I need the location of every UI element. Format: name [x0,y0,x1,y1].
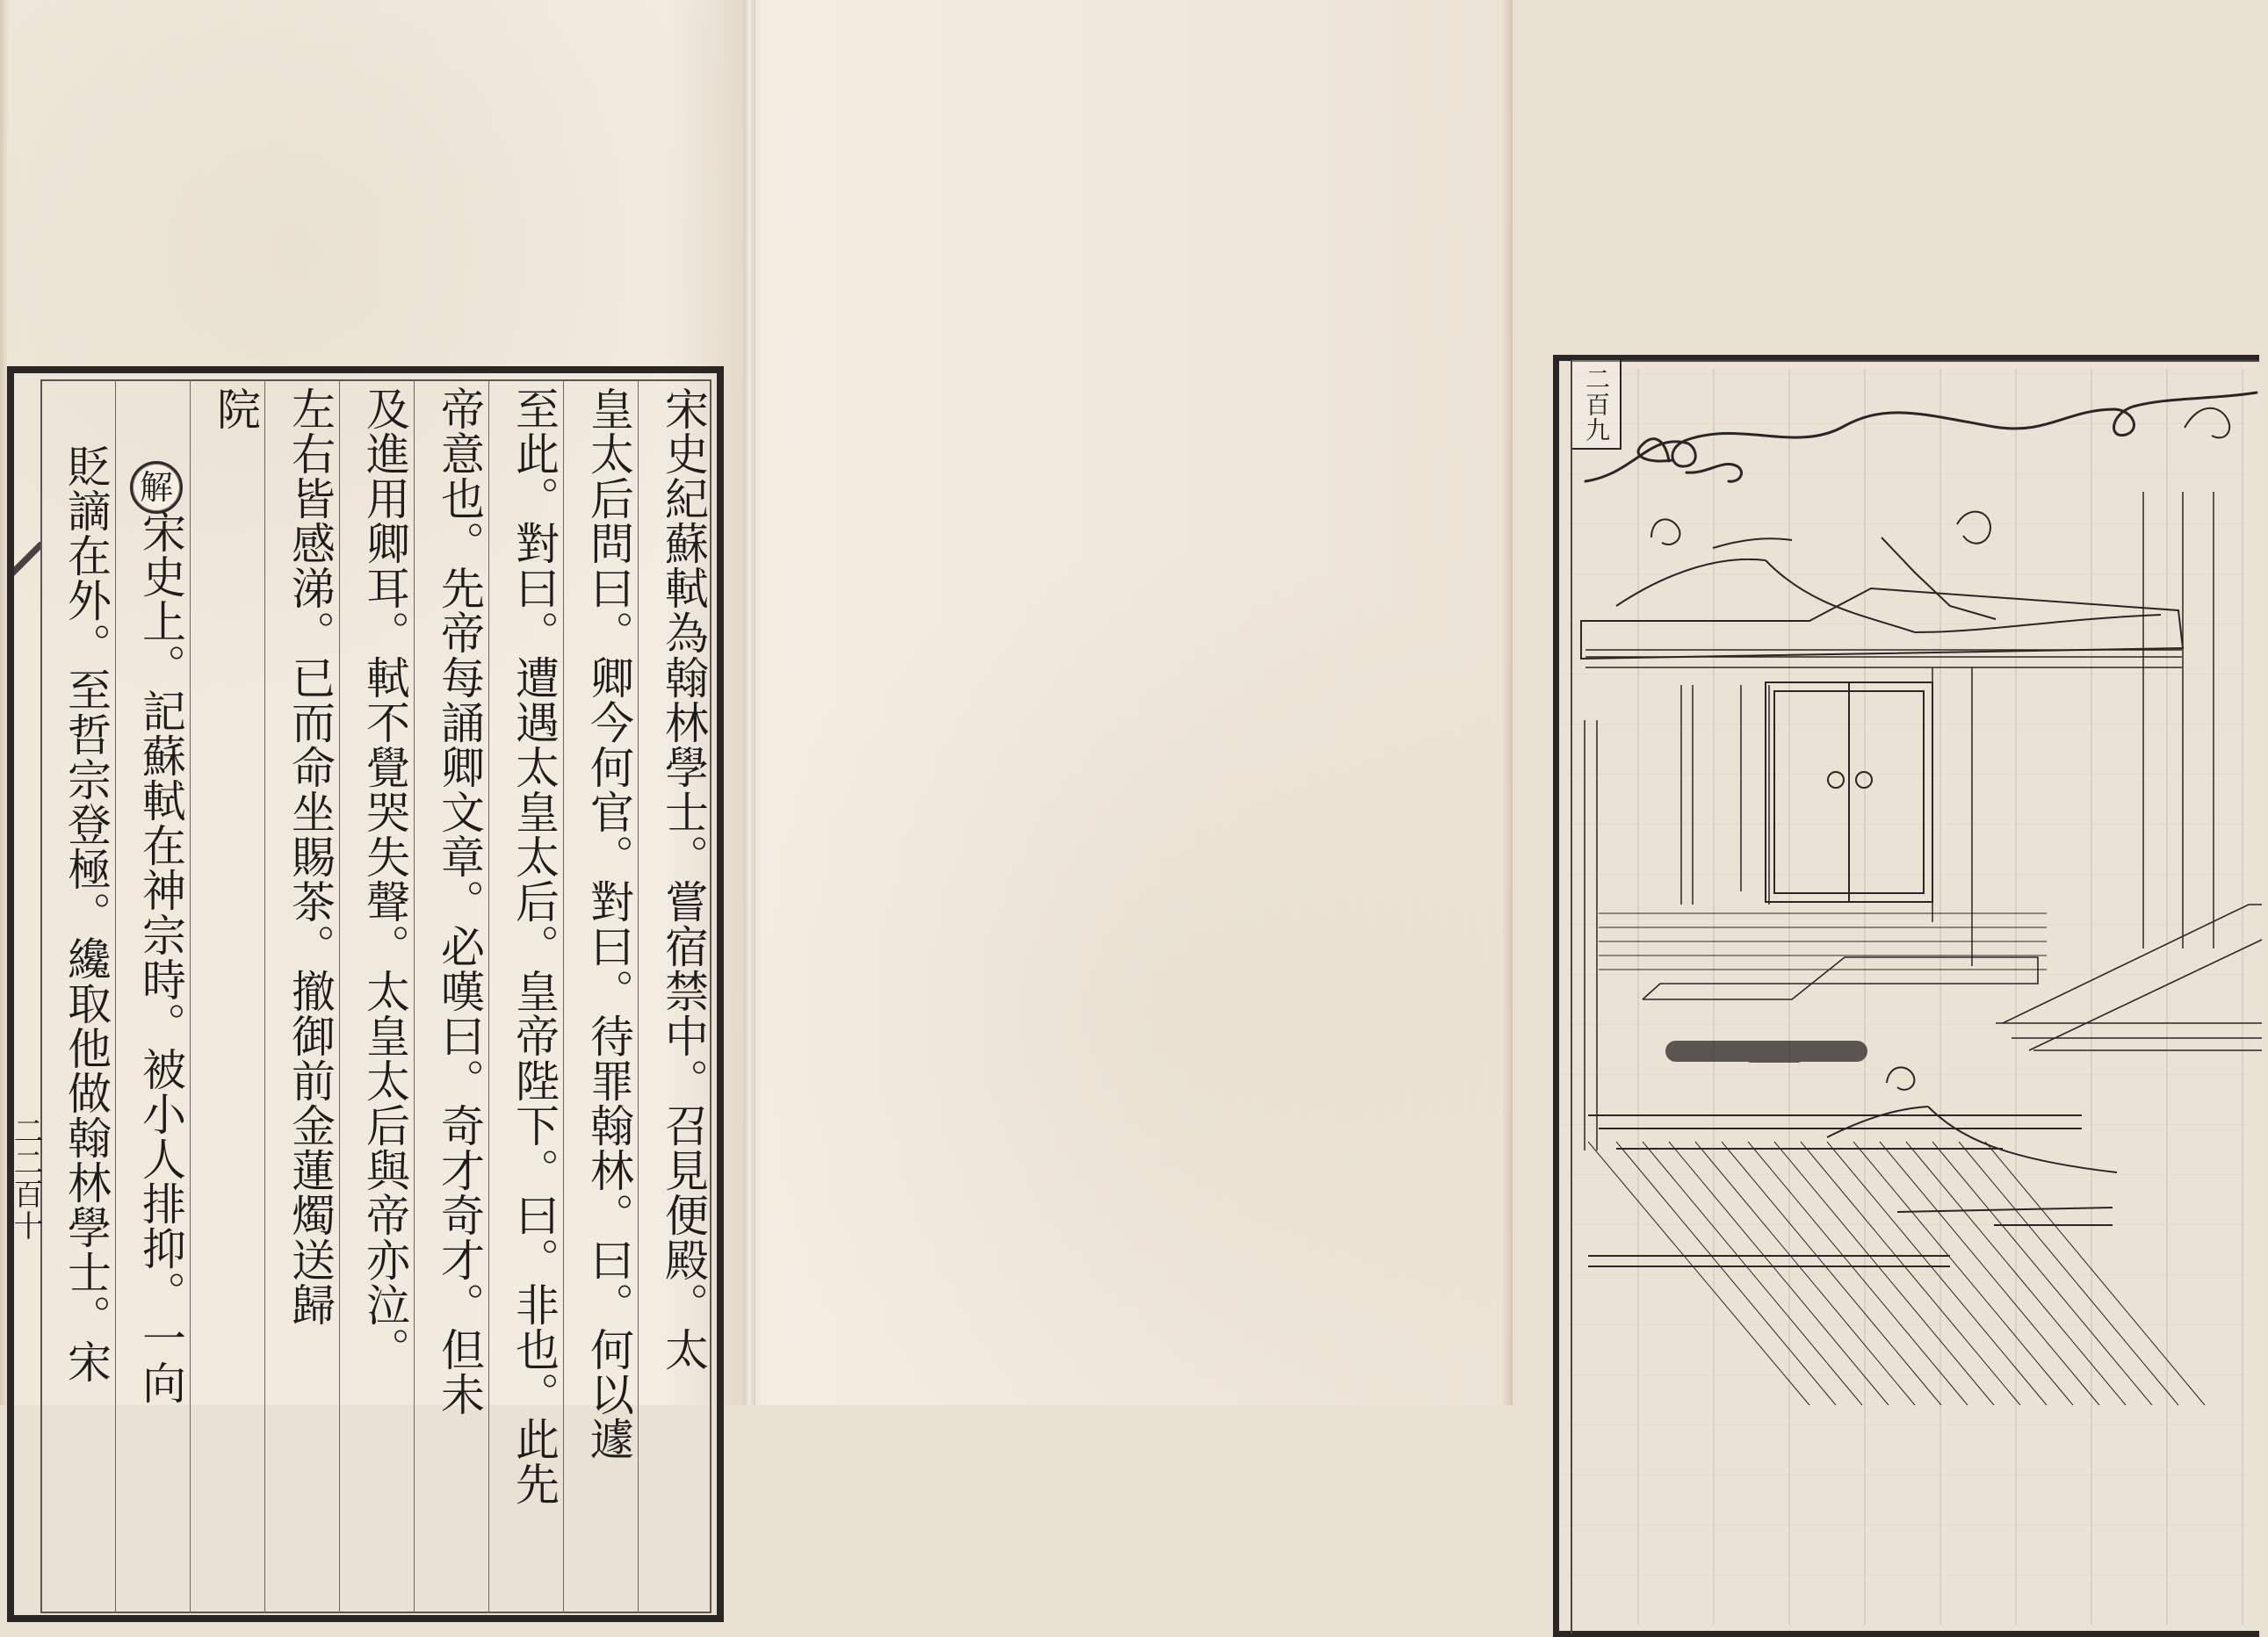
hatch-line [1801,1142,2020,1405]
cloud-outline [1585,393,2257,481]
hatch-line [1748,1142,1968,1405]
hatch-line [1616,1142,1836,1405]
roof-ridge [1882,537,1996,619]
column-rule [563,379,564,1613]
roof-ridge [1915,615,2161,632]
column-rule [414,379,415,1613]
courtyard-platform [2003,905,2262,1023]
left-folio: 二二百十 [8,1115,43,1242]
roof-ornament [2185,408,2229,438]
text-column-5: 及進用卿耳。軾不覺哭失聲。太皇太后與帝亦泣。 [359,386,410,1372]
column-rule [264,379,265,1613]
roof-ornament [1887,1067,1914,1090]
hatch-line [1906,1142,2126,1405]
hatch-line [1643,1142,1862,1405]
text-column-7: 院 [210,386,261,431]
cloud-outline [1687,464,1742,481]
roof-ornament [1957,512,1990,544]
column-rule [488,379,489,1613]
hatch-line [1985,1142,2205,1405]
hatch-line [1722,1142,1941,1405]
text-column-3: 至此。對曰。遭遇太皇太后。皇帝陛下。曰。非也。此先 [509,386,560,1506]
hatch-line [1669,1142,1889,1405]
hatch-line [1827,1142,2047,1405]
text-column-4: 帝意也。先帝每誦卿文章。必嘆曰。奇才奇才。但未 [434,386,485,1417]
book-gutter [743,0,755,1405]
roof-ridge [1713,538,1792,548]
annotation-column-2: 貶謫在外。至哲宗登極。纔取他做翰林學士。宋 [61,444,112,1384]
courtyard-platform [2029,940,2262,1050]
roof-outline [1581,588,2183,659]
column-rule [190,379,191,1613]
courtyard-step [1643,957,2038,999]
lower-roof [1897,1208,2113,1212]
text-column-6: 左右皆感涕。已而命坐賜茶。撤御前金蓮燭送歸 [285,386,336,1327]
palace-illustration [755,0,2268,1405]
smudge-mark [1744,1047,1805,1063]
annotation-column-1: 宋史上。記蘇軾在神宗時。被小人排抑。一向 [135,509,186,1405]
lower-roof [1827,1107,1928,1137]
roof-ridge [1616,559,1766,606]
right-page [755,0,1611,1405]
column-rule [339,379,340,1613]
text-column-1: 宋史紀蘇軾為翰林學士。嘗宿禁中。召見便殿。太 [658,386,709,1372]
hatch-line [1695,1142,1915,1405]
hatch-line [1588,1142,1809,1405]
hatch-line [1959,1142,2178,1405]
lower-roof [1928,1107,2117,1172]
door-knocker [1828,772,1844,788]
column-rule [115,379,116,1613]
door-knocker [1856,772,1872,788]
right-folio: 二百九 [1582,365,1611,443]
left-page [0,0,743,1506]
roof-ornament [1651,519,1679,544]
text-column-2: 皇太后問曰。卿今何官。對曰。待罪翰林。曰。何以遽 [583,386,634,1461]
hatch-line [1774,1142,1994,1405]
hatch-line [1932,1142,2152,1405]
hatch-line [1880,1142,2099,1405]
fold-mark [7,542,40,579]
hatch-line [1853,1142,2073,1405]
annotation-marker: 解 [130,461,183,514]
column-rule [638,379,639,1613]
